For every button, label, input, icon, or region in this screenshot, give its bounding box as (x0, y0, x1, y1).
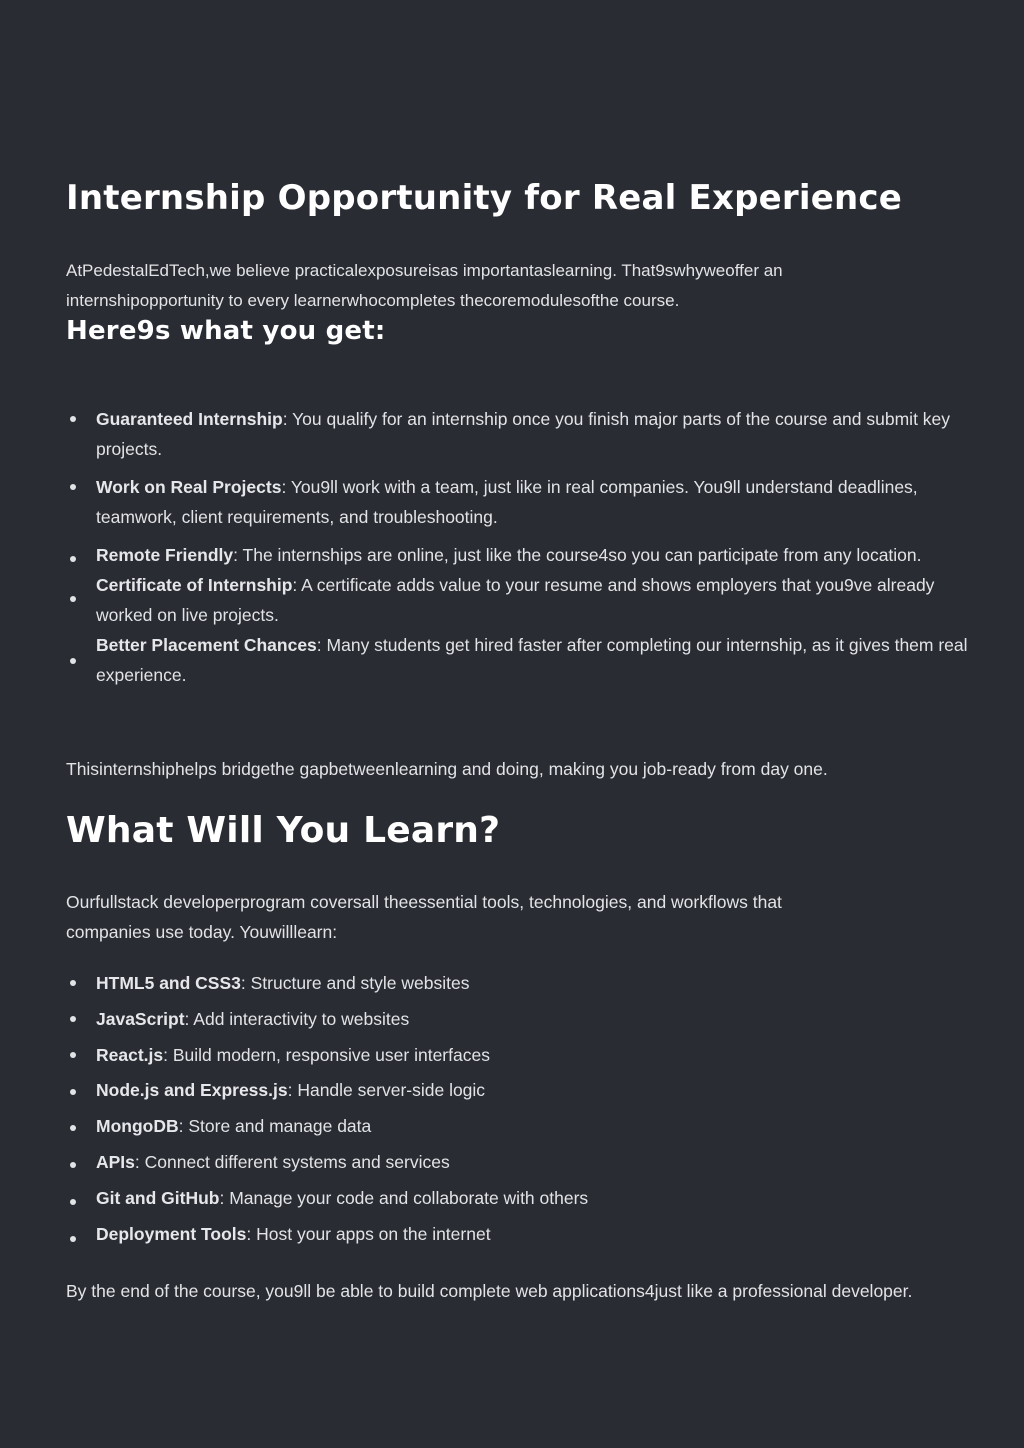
list-item (66, 570, 976, 630)
benefits-subheading: Here9s what you get: (66, 316, 386, 346)
benefit-term: Remote Friendly (96, 545, 234, 565)
list-item (66, 1111, 976, 1141)
list-item (66, 630, 976, 690)
bullet-icon (70, 1125, 76, 1131)
benefit-text: : You9ll work with a team, just like in real companies. You9ll understand deadlines, teamwork, client requirements, and troubleshooting. (96, 477, 918, 527)
bullet-icon (70, 1162, 76, 1168)
bullet-icon (70, 980, 76, 986)
bullet-icon (70, 658, 76, 664)
skill-text: : Manage your code and collaborate with others (219, 1187, 589, 1208)
benefits-list (66, 404, 976, 690)
skill-term: React.js (96, 1044, 164, 1065)
intro-line: internshipopportunity to every learnerwhocompletes thecoremodulesofthe course. (66, 291, 680, 310)
skill-term: Node.js and Express.js (96, 1080, 288, 1101)
bullet-icon (70, 1052, 76, 1058)
benefit-term: Better Placement Chances (96, 635, 317, 655)
skills-list (66, 968, 976, 1254)
skill-text: : Connect different systems and services (134, 1151, 450, 1172)
skill-text: : Handle server-side logic (287, 1080, 486, 1101)
benefit-text: : Many students get hired faster after completing our internship, as it gives them real experience. (96, 635, 968, 685)
skill-term: APIs (96, 1151, 135, 1172)
benefit-text: : A certificate adds value to your resume and shows employers that you9ve already worked on live projects. (96, 575, 935, 625)
internship-closing-paragraph: Thisinternshiphelps bridgethe gapbetweenlearning and doing, making you job-ready from day one. (66, 759, 828, 779)
list-item (66, 1004, 976, 1034)
bullet-icon (70, 484, 76, 490)
bullet-icon (70, 1199, 76, 1205)
benefit-term: Certificate of Internship (96, 575, 293, 595)
list-item (66, 540, 976, 570)
list-item (66, 1147, 976, 1177)
bullet-icon (70, 1089, 76, 1095)
skill-text: : Structure and style websites (240, 973, 470, 993)
skill-term: MongoDB (96, 1116, 179, 1137)
bullet-icon (70, 596, 76, 602)
learn-intro-paragraph (66, 887, 946, 947)
list-item (66, 472, 976, 532)
benefit-text: : You qualify for an internship once you finish major parts of the course and submit key projects. (96, 409, 951, 459)
skill-text: : Build modern, responsive user interfaces (163, 1044, 490, 1065)
bullet-icon (70, 556, 76, 562)
intro-line: AtPedestalEdTech,we believe practicalexposureisas importantaslearning. That9swhyweoffer an (66, 261, 783, 280)
list-item (66, 968, 976, 998)
skill-text: : Add interactivity to websites (184, 1008, 410, 1029)
internship-intro-paragraph (66, 256, 946, 316)
intro-line: companies use today. Youwilllearn: (66, 922, 338, 942)
skill-text: : Host your apps on the internet (246, 1223, 491, 1244)
skill-term: HTML5 and CSS3 (96, 973, 241, 993)
benefit-term: Guaranteed Internship (96, 409, 283, 429)
internship-heading: Internship Opportunity for Real Experience (66, 178, 902, 218)
list-item (66, 404, 976, 464)
skill-term: JavaScript (96, 1008, 185, 1029)
skill-term: Deployment Tools (96, 1223, 247, 1244)
benefit-term: Work on Real Projects (96, 477, 282, 497)
list-item (66, 1183, 976, 1213)
intro-line: Ourfullstack developerprogram coversall theessential tools, technologies, and workflows that (66, 892, 782, 912)
bullet-icon (70, 416, 76, 422)
list-item (66, 1219, 976, 1249)
bullet-icon (70, 1016, 76, 1022)
skill-term: Git and GitHub (96, 1187, 220, 1208)
skill-text: : Store and manage data (178, 1116, 372, 1137)
list-item (66, 1040, 976, 1070)
bullet-icon (70, 1236, 76, 1242)
benefit-text: : The internships are online, just like the course4so you can participate from any location. (233, 545, 922, 565)
learn-heading: What Will You Learn? (66, 810, 501, 851)
learn-closing-paragraph: By the end of the course, you9ll be able to build complete web applications4just like a professional developer. (66, 1281, 913, 1301)
list-item (66, 1075, 976, 1105)
